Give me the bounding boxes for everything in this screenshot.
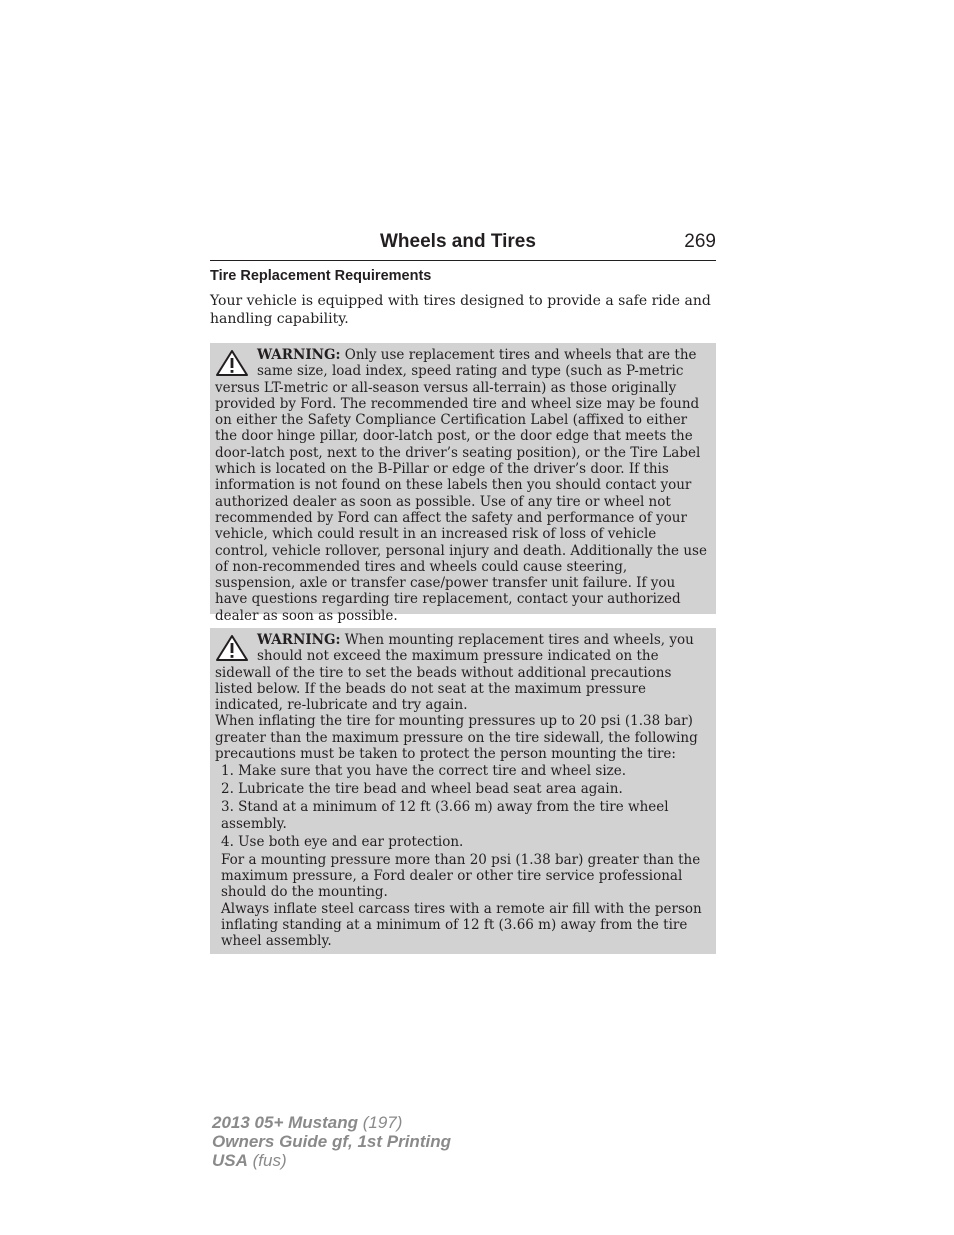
warning-label: WARNING:	[257, 632, 341, 648]
warning-triangle-icon	[215, 349, 249, 377]
footer-market: USA	[212, 1151, 248, 1170]
list-item: 3. Stand at a minimum of 12 ft (3.66 m) away from the tire wheel assembly.	[221, 799, 669, 832]
footer-printing-info	[212, 1113, 451, 1170]
intro-paragraph: Your vehicle is equipped with tires designed to provide a safe ride and handling capability.	[210, 293, 711, 327]
footer-model: 2013 05+ Mustang	[212, 1113, 358, 1132]
footer-line-3	[212, 1151, 451, 1170]
list-item: 4. Use both eye and ear protection.	[221, 833, 464, 850]
warning-2-para3: For a mounting pressure more than 20 psi (1.38 bar) greater than the maximum pressure, a Ford dealer or other tire service professional should do the mounting.	[221, 851, 701, 901]
footer-model-code: (197)	[358, 1113, 403, 1132]
warning-1-text	[215, 347, 711, 624]
page-header	[210, 228, 716, 261]
warning-2-text	[215, 632, 711, 713]
warning-triangle-icon	[215, 634, 249, 662]
footer-line-2	[212, 1132, 451, 1151]
warning-2-para4: Always inflate steel carcass tires with a remote air fill with the person inflating standing at a minimum of 12 ft (3.66 m) away from the tire wheel assembly.	[221, 900, 702, 950]
footer-guide: Owners Guide gf, 1st Printing	[212, 1132, 451, 1151]
list-item: 2. Lubricate the tire bead and wheel bead seat area again.	[221, 781, 623, 798]
footer-line-1	[212, 1113, 451, 1132]
warning-1-body: Only use replacement tires and wheels that are the same size, load index, speed rating and type (such as P-metric versus LT-metric or all-season versus all-terrain) as those originally provided by Ford. The recommended tire and wheel size may be found on either the Safety Compliance Certification Label (affixed to either the door hinge pillar, door-latch post, or the door edge that meets the door-latch post, next to the driver’s seating position), or the Tire Label which is located on the B-Pillar or edge of the driver’s door. If this information is not found on these labels then you should contact your authorized dealer as soon as possible. Use of any tire or wheel not recommended by Ford can affect the safety and performance of your vehicle, which could result in an increased risk of loss of vehicle control, vehicle rollover, personal injury and death. Additionally the use of non-recommended tires and wheels could cause steering, suspension, axle or transfer case/power transfer unit failure. If you have questions regarding tire replacement, contact your authorized dealer as soon as possible.	[215, 347, 707, 624]
warning-2-body: When mounting replacement tires and wheels, you should not exceed the maximum pressure indicated on the sidewall of the tire to set the beads without additional precautions listed below. If the beads do not seat at the maximum pressure indicated, re-lubricate and try again.	[215, 632, 694, 714]
subheading: Tire Replacement Requirements	[210, 268, 432, 284]
section-title: Wheels and Tires	[380, 231, 536, 252]
warning-label: WARNING:	[257, 347, 341, 363]
warning-2-para2: When inflating the tire for mounting pressures up to 20 psi (1.38 bar) greater than the maximum pressure on the tire sidewall, the following precautions must be taken to protect the person mounting the tire:	[215, 713, 698, 763]
warning-box-1	[210, 343, 716, 624]
page-number: 269	[684, 231, 716, 252]
footer-market-code: (fus)	[247, 1151, 287, 1170]
list-item: 1. Make sure that you have the correct tire and wheel size.	[221, 763, 627, 780]
precautions-list	[221, 763, 711, 850]
warning-box-2	[210, 628, 716, 954]
